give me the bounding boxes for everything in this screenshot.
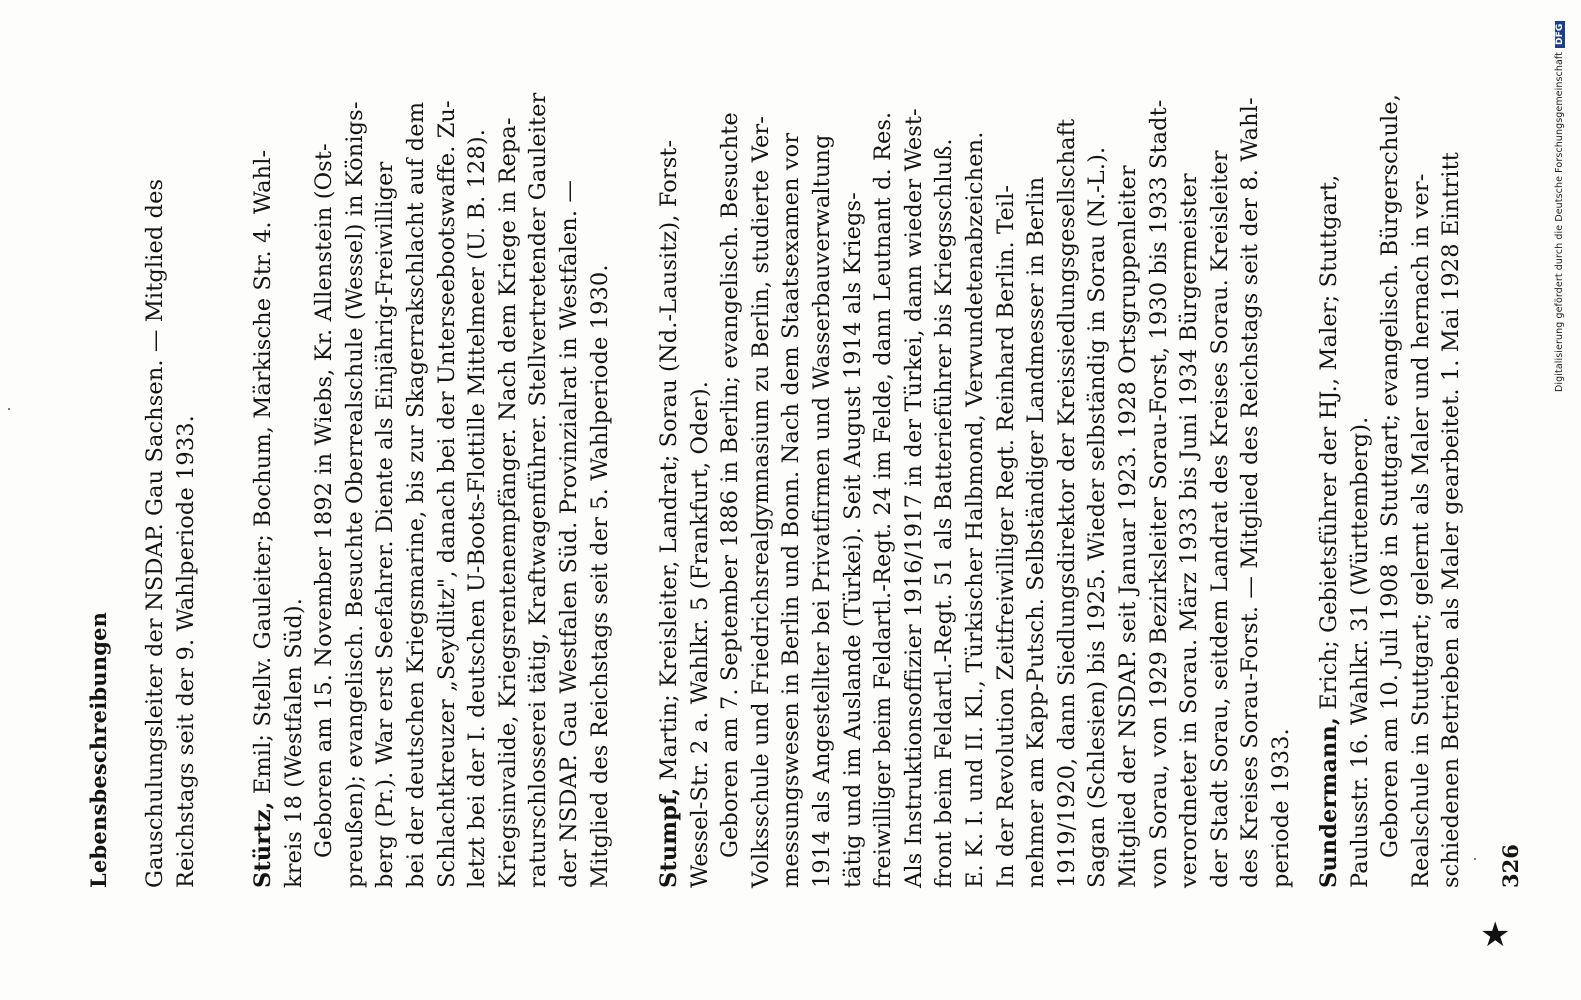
scan-speck xyxy=(1474,858,1476,860)
entry-line: Gauschulungsleiter der NSDAP. Gau Sachsen. — Mitglied des xyxy=(142,178,168,888)
entry-line: Sundermann, Erich; Gebietsführer der HJ., Maler; Stuttgart, xyxy=(1316,174,1342,888)
dfg-logo: DFG xyxy=(1555,21,1565,48)
entry-line: raturschlosserei tätig, Kraftwagenführer. Stellvertretender Gauleiter xyxy=(525,92,552,888)
entry-line: nehmer am Kapp-Putsch. Selbständiger Landmesser in Berlin xyxy=(1023,176,1050,888)
entry-line: messungswesen in Berlin und Bonn. Nach dem Staatsexamen vor xyxy=(778,132,805,888)
star-icon: ★ xyxy=(1480,915,1511,955)
entry-line: preußen); evangelisch. Besuchte Oberrealschule (Wessel) in Königs- xyxy=(341,101,368,888)
entry-line: Geboren am 7. September 1886 in Berlin; evangelisch. Besuchte xyxy=(717,112,744,858)
entry-stumpf xyxy=(654,97,1296,888)
entry-line: 1919/1920, dann Siedlungsdirektor der Kreissiedlungsgesellschaft xyxy=(1053,118,1080,888)
entry-line: schiedenen Betrieben als Maler gearbeitet. 1. Mai 1928 Eintritt xyxy=(1438,152,1465,888)
page-heading: Lebensbeschreibungen xyxy=(86,611,111,888)
entry-line: berg (Pr.). War erst Seefahrer. Diente als Einjährig-Freiwilliger xyxy=(372,161,399,888)
entry-line: Geboren am 15. November 1892 in Wiebs, Kr. Allenstein (Ost- xyxy=(311,143,338,858)
entry-line: periode 1933. xyxy=(1267,728,1294,888)
entry-name: Stumpf, xyxy=(656,787,682,888)
digitization-credit xyxy=(1554,21,1565,392)
entry-line: des Kreises Sorau-Forst. — Mitglied des Reichstags seit der 8. Wahl- xyxy=(1237,97,1264,888)
entry-line: Schlachtkreuzer „Seydlitz", danach bei der Unterseebootswaffe. Zu- xyxy=(433,100,460,888)
entry-line: Mitglied der NSDAP. seit Januar 1923. 1928 Ortsgruppenleiter xyxy=(1114,165,1141,888)
entry-line: E. K. I. und II. Kl., Türkischer Halbmond, Verwundetenabzeichen. xyxy=(961,131,988,888)
credit-text: Digitalisierung gefördert durch die Deutsche Forschungsgemeinschaft xyxy=(1554,52,1565,392)
page-number: 326 xyxy=(1498,844,1523,888)
entry-line: von Sorau, von 1929 Bezirksleiter Sorau-Forst, 1930 bis 1933 Stadt- xyxy=(1145,99,1172,888)
entry-line: Paulusstr. 16. Wahlkr. 31 (Württemberg). xyxy=(1346,416,1373,888)
entry-line: Kriegsinvalide, Kriegsrentenempfänger. Nach dem Kriege in Repa- xyxy=(494,117,521,888)
entry-line: In der Revolution Zeitfreiwilliger Regt. Reinhard Berlin. Teil- xyxy=(992,184,1019,888)
entry-line: Geboren am 10. Juli 1908 in Stuttgart; evangelisch. Bürgerschule, xyxy=(1377,93,1404,858)
entry-line: letzt bei der I. deutschen U-Boots-Flottille Mittelmeer (U. B. 128). xyxy=(464,128,491,888)
entry-line: Reichstags seit der 9. Wahlperiode 1933. xyxy=(172,415,199,888)
entry-line: verordneter in Sorau. März 1933 bis Juni 1934 Bürgermeister xyxy=(1176,173,1203,888)
entry-line: Als Instruktionsoffizier 1916/1917 in der Türkei, dann wieder West- xyxy=(900,108,927,888)
entry-sundermann xyxy=(1314,94,1467,888)
entry-line: Volksschule und Friedrichsrealgymnasium zu Berlin, studierte Ver- xyxy=(747,116,774,888)
entry-line: Stumpf, Martin; Kreisleiter, Landrat; Sorau (Nd.-Lausitz), Forst- xyxy=(656,139,682,888)
entry-line: Realschule in Stuttgart; gelernt als Maler und hernach in ver- xyxy=(1407,173,1434,888)
entry-line: front beim Feldartl.-Regt. 51 als Batterieführer bis Kriegsschluß. xyxy=(931,138,958,888)
entry-line: Sagan (Schlesien) bis 1925. Wieder selbständig in Sorau (N.-L.). xyxy=(1084,146,1111,888)
entry-name: Sundermann, xyxy=(1316,717,1342,888)
entry-line: 1914 als Angestellter bei Privatfirmen und Wasserbauverwaltung xyxy=(808,134,835,888)
entry-line: kreis 18 (Westfalen Süd). xyxy=(280,598,307,888)
entry-line: Stürtz, Emil; Stellv. Gauleiter; Bochum, Märkische Str. 4. Wahl- xyxy=(250,149,276,888)
entry-line: Mitglied des Reichstags seit der 5. Wahlperiode 1930. xyxy=(586,264,613,888)
scan-speck xyxy=(8,408,10,410)
entry-line: Wessel-Str. 2 a. Wahlkr. 5 (Frankfurt, Oder). xyxy=(686,381,713,888)
entry-line: der NSDAP. Gau Westfalen Süd. Provinzialrat in Westfalen. — xyxy=(555,180,582,888)
entry-line: der Stadt Sorau, seitdem Landrat des Kreises Sorau. Kreisleiter xyxy=(1206,150,1233,888)
entry-line: freiwilliger beim Feldartl.-Regt. 24 im Felde, dann Leutnant d. Res. xyxy=(870,111,897,888)
entry-gauschulungsleiter xyxy=(140,179,201,888)
entry-line: tätig und im Auslande (Türkei). Seit August 1914 als Kriegs- xyxy=(839,192,866,888)
entry-stuertz xyxy=(248,93,615,888)
entry-line: bei der deutschen Kriegsmarine, bis zur Skagerrakschlacht auf dem xyxy=(402,101,429,888)
entry-name: Stürtz, xyxy=(250,801,276,888)
